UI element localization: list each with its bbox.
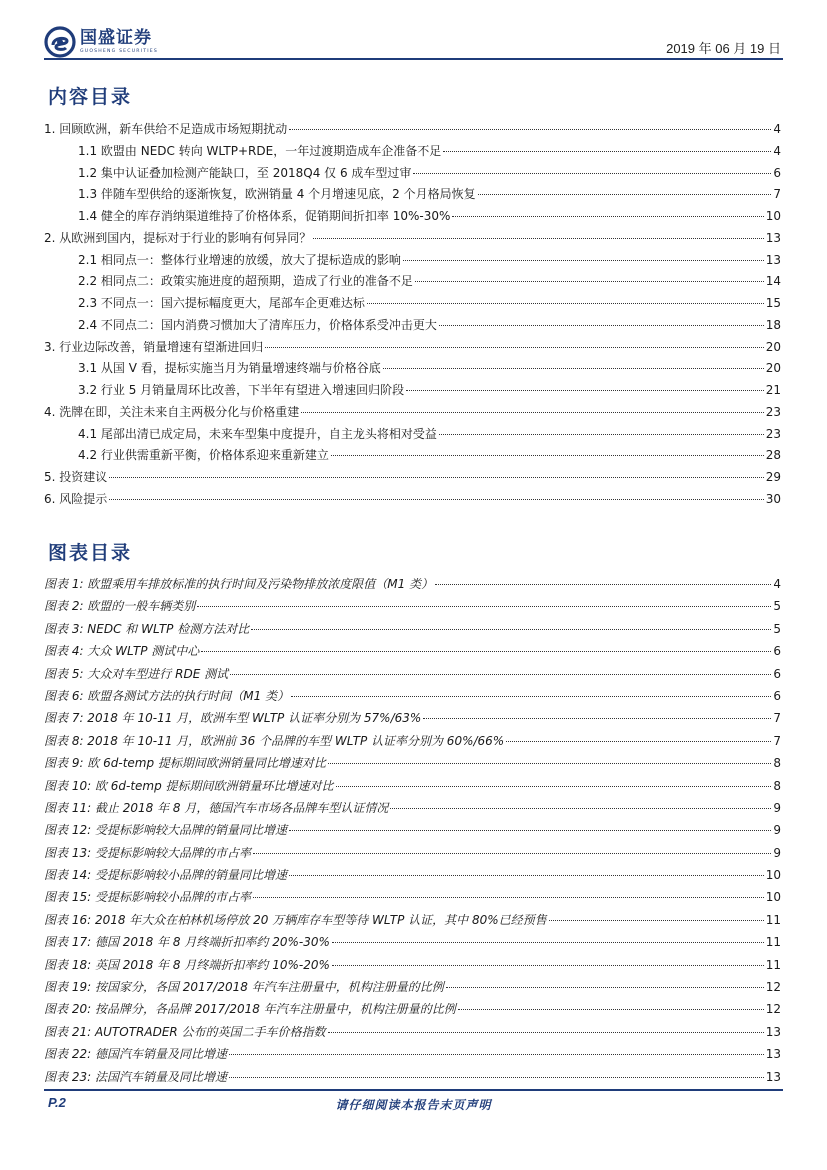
toc-entry-page: 6	[773, 165, 781, 180]
figure-entry-title: 图表 7: 2018 年 10-11 月，欧洲车型 WLTP 认证率分别为 57%/63%	[44, 711, 422, 726]
dot-leader	[403, 260, 764, 261]
dot-leader	[423, 718, 771, 719]
dot-leader	[439, 434, 764, 435]
figure-entry-title: 图表 5: 大众对车型进行 RDE 测试	[44, 666, 229, 681]
toc-entry[interactable]	[44, 250, 781, 272]
toc-entry[interactable]	[44, 271, 781, 293]
figure-entry[interactable]	[44, 1066, 781, 1088]
toc-entry-page: 13	[765, 230, 781, 245]
figure-entry[interactable]	[44, 797, 781, 819]
dot-leader	[415, 281, 764, 282]
toc-entry-page: 20	[765, 339, 781, 354]
toc-entry-title: 5. 投资建议	[44, 470, 108, 484]
dot-leader	[446, 987, 764, 988]
toc-entry-title: 2.4 不同点二：国内消费习惯加大了清库压力，价格体系受冲击更大	[78, 317, 437, 332]
figure-entry-page: 12	[765, 1002, 781, 1017]
toc-entry[interactable]	[44, 206, 781, 228]
dot-leader	[291, 696, 771, 697]
figure-entry[interactable]	[44, 931, 781, 953]
toc-entry-page: 14	[765, 274, 781, 289]
dot-leader	[328, 763, 771, 764]
dot-leader	[301, 412, 763, 413]
toc-entry-page: 15	[765, 296, 781, 310]
dot-leader	[201, 651, 771, 652]
figure-entry-page: 5	[773, 621, 781, 636]
figure-entry-page: 9	[773, 845, 781, 860]
dot-leader	[443, 151, 771, 152]
header-divider	[44, 58, 783, 60]
figure-entry-title: 图表 4: 大众 WLTP 测试中心	[44, 644, 200, 659]
figure-entry[interactable]	[44, 618, 781, 640]
figure-entry-title: 图表 23: 法国汽车销量及同比增速	[44, 1069, 227, 1084]
dot-leader	[289, 129, 771, 130]
figure-entry-title: 图表 18: 英国 2018 年 8 月终端折扣率约 10%-20%	[44, 957, 330, 972]
dot-leader	[390, 808, 771, 809]
toc-entry-title: 4. 洗牌在即，关注未来自主两极分化与价格重建	[44, 404, 300, 419]
figure-entry-page: 9	[773, 800, 781, 815]
figure-entry[interactable]	[44, 1021, 781, 1043]
figure-entry-title: 图表 17: 德国 2018 年 8 月终端折扣率约 20%-30%	[44, 935, 330, 950]
figure-entry-title: 图表 1: 欧盟乘用车排放标准的执行时间及污染物排放浓度限值（M1 类）	[44, 577, 434, 591]
figure-entry-page: 10	[765, 868, 781, 883]
figure-entry[interactable]	[44, 752, 781, 774]
toc-entry-page: 18	[765, 317, 781, 332]
toc-entry[interactable]	[44, 424, 781, 446]
toc-entry[interactable]	[44, 141, 781, 163]
toc-entry-title: 1.3 伴随车型供给的逐渐恢复，欧洲销量 4 个月增速见底，2 个月格局恢复	[78, 187, 476, 202]
figure-entry[interactable]	[44, 864, 781, 886]
toc-entry-page: 20	[765, 361, 781, 376]
figure-entry-page: 12	[765, 980, 781, 995]
figure-entry-title: 图表 3: NEDC 和 WLTP 检测方法对比	[44, 621, 250, 636]
dot-leader	[439, 325, 764, 326]
company-logo	[44, 26, 158, 58]
toc-title: 内容目录	[48, 86, 133, 108]
dot-leader	[549, 920, 764, 921]
figure-entry-title: 图表 21: AUTOTRADER 公布的英国二手车价格指数	[44, 1024, 326, 1039]
toc-entry[interactable]	[44, 184, 781, 206]
toc-entry[interactable]	[44, 467, 781, 489]
figure-entry[interactable]	[44, 640, 781, 662]
toc-entry-page: 29	[765, 470, 781, 484]
figure-entry-page: 8	[773, 778, 781, 793]
dot-leader	[413, 173, 771, 174]
logo-chinese-name: 国盛证券	[80, 27, 152, 48]
toc-entry-title: 3.2 行业 5 月销量周环比改善，下半年有望进入增速回归阶段	[78, 383, 405, 397]
dot-leader	[253, 853, 771, 854]
toc-entry-page: 4	[773, 143, 781, 158]
figure-entry[interactable]	[44, 976, 781, 998]
toc-list	[44, 119, 781, 511]
dot-leader	[289, 830, 771, 831]
figure-entry-page: 13	[765, 1047, 781, 1062]
dot-leader	[336, 786, 772, 787]
dot-leader	[289, 875, 764, 876]
figure-entry[interactable]	[44, 573, 781, 595]
toc-entry-title: 1. 回顾欧洲，新车供给不足造成市场短期扰动	[44, 122, 288, 136]
toc-entry[interactable]	[44, 119, 781, 141]
figure-entry-page: 6	[773, 688, 781, 703]
dot-leader	[109, 499, 763, 500]
figure-entry-page: 7	[773, 711, 781, 726]
figures-list	[44, 573, 781, 1088]
toc-entry[interactable]	[44, 358, 781, 380]
figure-entry-title: 图表 13: 受提标影响较大品牌的市占率	[44, 845, 251, 860]
toc-entry[interactable]	[44, 380, 781, 402]
figure-entry[interactable]	[44, 909, 781, 931]
figure-entry-page: 9	[773, 823, 781, 838]
figure-entry[interactable]	[44, 1043, 781, 1065]
figure-entry-title: 图表 8: 2018 年 10-11 月，欧洲前 36 个品牌的车型 WLTP 认证率分别为 60%/66%	[44, 733, 505, 748]
toc-entry-page: 30	[765, 491, 781, 506]
dot-leader	[197, 606, 771, 607]
figure-entry-page: 8	[773, 756, 781, 771]
figure-entry-page: 5	[773, 599, 781, 614]
logo-english-name: GUOSHENG SECURITIES	[80, 48, 158, 54]
dot-leader	[332, 942, 764, 943]
figure-entry[interactable]	[44, 998, 781, 1020]
figure-entry[interactable]	[44, 954, 781, 976]
figures-title: 图表目录	[48, 542, 133, 564]
toc-entry-title: 1.1 欧盟由 NEDC 转向 WLTP+RDE，一年过渡期造成车企准备不足	[78, 143, 442, 158]
dot-leader	[331, 455, 764, 456]
toc-entry-title: 4.1 尾部出清已成定局，未来车型集中度提升，自主龙头将相对受益	[78, 426, 437, 441]
figure-entry-page: 11	[765, 957, 781, 972]
dot-leader	[435, 584, 771, 585]
toc-entry-page: 13	[765, 252, 781, 267]
dot-leader	[506, 741, 771, 742]
figure-entry-title: 图表 20: 按品牌分，各品牌 2017/2018 年汽车注册量中，机构注册量的比例	[44, 1002, 456, 1017]
toc-entry-title: 2.3 不同点一：国六提标幅度更大，尾部车企更难达标	[78, 296, 365, 310]
figure-entry[interactable]	[44, 886, 781, 908]
toc-entry-title: 1.4 健全的库存消纳渠道维持了价格体系，促销期间折扣率 10%-30%	[78, 209, 451, 223]
dot-leader	[253, 897, 764, 898]
dot-leader	[229, 1077, 764, 1078]
figure-entry-title: 图表 9: 欧 6d-temp 提标期间欧洲销量同比增速对比	[44, 756, 326, 771]
figure-entry-title: 图表 6: 欧盟各测试方法的执行时间（M1 类）	[44, 688, 290, 703]
figure-entry-page: 4	[773, 577, 781, 591]
figure-entry-page: 10	[765, 890, 781, 905]
figure-entry-title: 图表 15: 受提标影响较小品牌的市占率	[44, 890, 251, 905]
toc-entry-page: 21	[765, 383, 781, 397]
dot-leader	[265, 347, 763, 348]
dot-leader	[230, 674, 771, 675]
toc-entry[interactable]	[44, 337, 781, 359]
logo-mark-icon	[44, 26, 76, 58]
figure-entry-title: 图表 12: 受提标影响较大品牌的销量同比增速	[44, 823, 287, 838]
dot-leader	[383, 368, 764, 369]
figure-entry[interactable]	[44, 842, 781, 864]
toc-entry-page: 10	[765, 209, 781, 223]
dot-leader	[313, 238, 763, 239]
toc-entry[interactable]	[44, 489, 781, 511]
figure-entry-title: 图表 2: 欧盟的一般车辆类别	[44, 599, 196, 614]
toc-entry-page: 28	[765, 448, 781, 463]
figure-entry-page: 6	[773, 666, 781, 681]
figure-entry-title: 图表 11: 截止 2018 年 8 月，德国汽车市场各品牌车型认证情况	[44, 800, 389, 815]
figure-entry[interactable]	[44, 730, 781, 752]
figure-entry-title: 图表 22: 德国汽车销量及同比增速	[44, 1047, 227, 1062]
dot-leader	[478, 194, 772, 195]
dot-leader	[229, 1054, 764, 1055]
figure-entry-page: 11	[765, 935, 781, 950]
toc-entry[interactable]	[44, 402, 781, 424]
toc-entry[interactable]	[44, 445, 781, 467]
figure-entry[interactable]	[44, 775, 781, 797]
figure-entry-page: 11	[765, 912, 781, 927]
toc-entry-title: 6. 风险提示	[44, 491, 108, 506]
toc-entry-title: 4.2 行业供需重新平衡，价格体系迎来重新建立	[78, 448, 329, 463]
disclaimer-note: 请仔细阅读本报告末页声明	[335, 1098, 492, 1112]
report-date: 2019 年 06 月 19 日	[666, 41, 781, 56]
figure-entry-page: 6	[773, 644, 781, 659]
toc-entry-title: 3. 行业边际改善，销量增速有望渐进回归	[44, 339, 264, 354]
figure-entry[interactable]	[44, 819, 781, 841]
toc-entry-page: 23	[765, 404, 781, 419]
toc-entry-title: 3.1 从国 V 看，提标实施当月为销量增速终端与价格谷底	[78, 361, 381, 376]
figure-entry-title: 图表 16: 2018 年大众在柏林机场停放 20 万辆库存车型等待 WLTP 认证，其中 80%已经预售	[44, 912, 547, 927]
toc-entry-page: 23	[765, 426, 781, 441]
toc-entry-page: 7	[773, 187, 781, 202]
figure-entry-page: 13	[765, 1024, 781, 1039]
toc-entry[interactable]	[44, 315, 781, 337]
toc-entry[interactable]	[44, 163, 781, 185]
dot-leader	[367, 303, 764, 304]
toc-entry-title: 2. 从欧洲到国内，提标对于行业的影响有何异同？	[44, 230, 312, 245]
toc-entry-title: 2.2 相同点二：政策实施进度的超预期，造成了行业的准备不足	[78, 274, 413, 289]
dot-leader	[332, 965, 764, 966]
figure-entry-page: 13	[765, 1069, 781, 1084]
figure-entry-title: 图表 10: 欧 6d-temp 提标期间欧洲销量环比增速对比	[44, 778, 334, 793]
figure-entry-title: 图表 14: 受提标影响较小品牌的销量同比增速	[44, 868, 287, 883]
figure-entry[interactable]	[44, 707, 781, 729]
toc-entry-page: 4	[773, 122, 781, 136]
page-number: P.2	[48, 1095, 66, 1110]
figure-entry[interactable]	[44, 685, 781, 707]
figure-entry-page: 7	[773, 733, 781, 748]
toc-entry[interactable]	[44, 293, 781, 315]
dot-leader	[109, 477, 763, 478]
toc-entry-title: 2.1 相同点一：整体行业增速的放缓，放大了提标造成的影响	[78, 252, 401, 267]
dot-leader	[458, 1009, 764, 1010]
dot-leader	[328, 1032, 764, 1033]
dot-leader	[251, 629, 771, 630]
dot-leader	[406, 390, 764, 391]
figure-entry[interactable]	[44, 595, 781, 617]
figure-entry-title: 图表 19: 按国家分，各国 2017/2018 年汽车注册量中，机构注册量的比例	[44, 980, 444, 995]
footer-divider	[44, 1089, 783, 1091]
figure-entry[interactable]	[44, 663, 781, 685]
dot-leader	[452, 216, 763, 217]
toc-entry[interactable]	[44, 228, 781, 250]
toc-entry-title: 1.2 集中认证叠加检测产能缺口，至 2018Q4 仅 6 成车型过审	[78, 165, 412, 180]
